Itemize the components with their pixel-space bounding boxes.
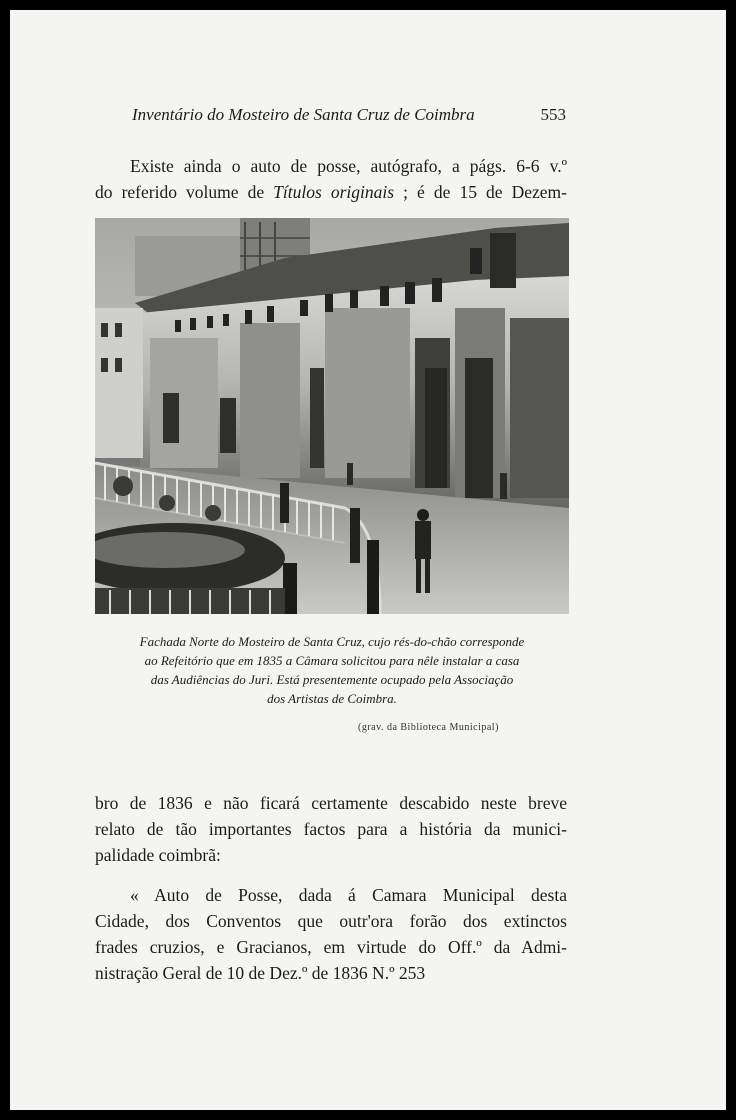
paragraph-intro xyxy=(95,153,567,205)
caption-line: das Audiências do Juri. Está presentemente ocupado pela Associação xyxy=(150,672,514,687)
paragraph-line: Cidade, dos Conventos que outr'ora forão dos extinctos xyxy=(95,911,567,931)
figure-caption xyxy=(90,632,574,708)
paragraph-line: palidade coimbrã: xyxy=(95,845,221,865)
running-head-title: Inventário do Mosteiro de Santa Cruz de Coimbra xyxy=(132,105,475,124)
text-run: do referido volume de xyxy=(95,182,274,202)
document-page xyxy=(10,10,726,1110)
paragraph-line: nistração Geral de 10 de Dez.º de 1836 N.º 253 xyxy=(95,963,426,983)
paragraph-line xyxy=(95,179,567,205)
paragraph-line: « Auto de Posse, dada á Camara Municipal desta xyxy=(130,885,567,905)
image-credit: (grav. da Biblioteca Municipal) xyxy=(358,722,499,733)
book-title-italic: Títulos originais xyxy=(273,182,395,202)
paragraph-line: frades cruzios, e Gracianos, em virtude do Off.º da Admi- xyxy=(95,937,567,957)
historic-photograph xyxy=(95,218,569,614)
caption-line: ao Refeitório que em 1835 a Câmara solicitou para nêle instalar a casa xyxy=(144,653,520,668)
text-run: ; é de 15 de Dezem- xyxy=(394,182,567,202)
caption-line: Fachada Norte do Mosteiro de Santa Cruz, cujo rés-do-chão corresponde xyxy=(139,634,525,649)
paragraph-line: bro de 1836 e não ficará certamente descabido neste breve xyxy=(95,793,567,813)
running-head xyxy=(132,105,572,131)
paragraph-quotation xyxy=(95,882,567,986)
paragraph-continuation xyxy=(95,790,567,868)
paragraph-line: Existe ainda o auto de posse, autógrafo, a págs. 6-6 v.º xyxy=(130,156,567,176)
caption-line: dos Artistas de Coimbra. xyxy=(267,691,397,706)
page-number: 553 xyxy=(540,105,566,124)
paragraph-line: relato de tão importantes factos para a história da munici- xyxy=(95,819,567,839)
